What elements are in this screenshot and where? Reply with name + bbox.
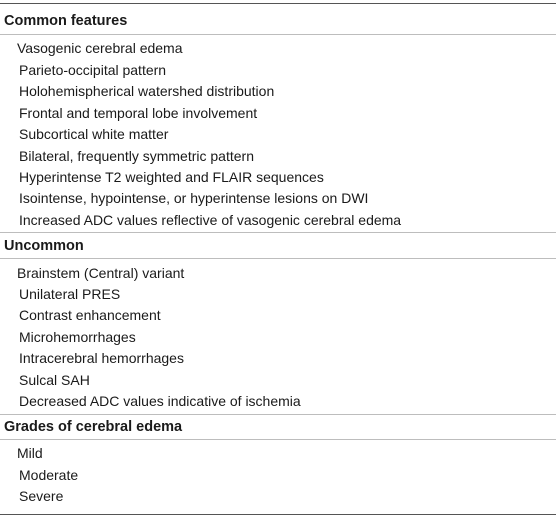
list-item: Severe	[19, 488, 64, 504]
list-item: Isointense, hypointense, or hyperintense lesions on DWI	[19, 190, 369, 206]
list-item: Mild	[17, 445, 43, 461]
list-item: Unilateral PRES	[19, 286, 121, 302]
list-item: Decreased ADC values indicative of ischemia	[19, 393, 301, 409]
list-item: Brainstem (Central) variant	[17, 265, 185, 281]
section-header-grades: Grades of cerebral edema	[4, 419, 183, 435]
section-header-uncommon: Uncommon	[4, 238, 84, 254]
section-divider	[0, 439, 556, 440]
list-item: Microhemorrhages	[19, 329, 136, 345]
list-item: Frontal and temporal lobe involvement	[19, 105, 258, 121]
list-item: Intracerebral hemorrhages	[19, 350, 184, 366]
table-bottom-rule	[0, 514, 556, 515]
list-item: Increased ADC values reflective of vasogenic cerebral edema	[19, 212, 402, 228]
section-header-common: Common features	[4, 13, 128, 29]
list-item: Holohemispherical watershed distribution	[19, 83, 275, 99]
list-item: Moderate	[19, 467, 79, 483]
section-divider	[0, 258, 556, 259]
list-item: Vasogenic cerebral edema	[17, 40, 183, 56]
list-item: Sulcal SAH	[19, 372, 90, 388]
list-item: Parieto-occipital pattern	[19, 62, 167, 78]
list-item: Bilateral, frequently symmetric pattern	[19, 148, 254, 164]
table-top-rule	[0, 3, 556, 4]
list-item: Subcortical white matter	[19, 126, 169, 142]
section-divider	[0, 232, 556, 233]
list-item: Contrast enhancement	[19, 307, 161, 323]
section-divider	[0, 414, 556, 415]
section-divider	[0, 34, 556, 35]
list-item: Hyperintense T2 weighted and FLAIR sequences	[19, 169, 324, 185]
